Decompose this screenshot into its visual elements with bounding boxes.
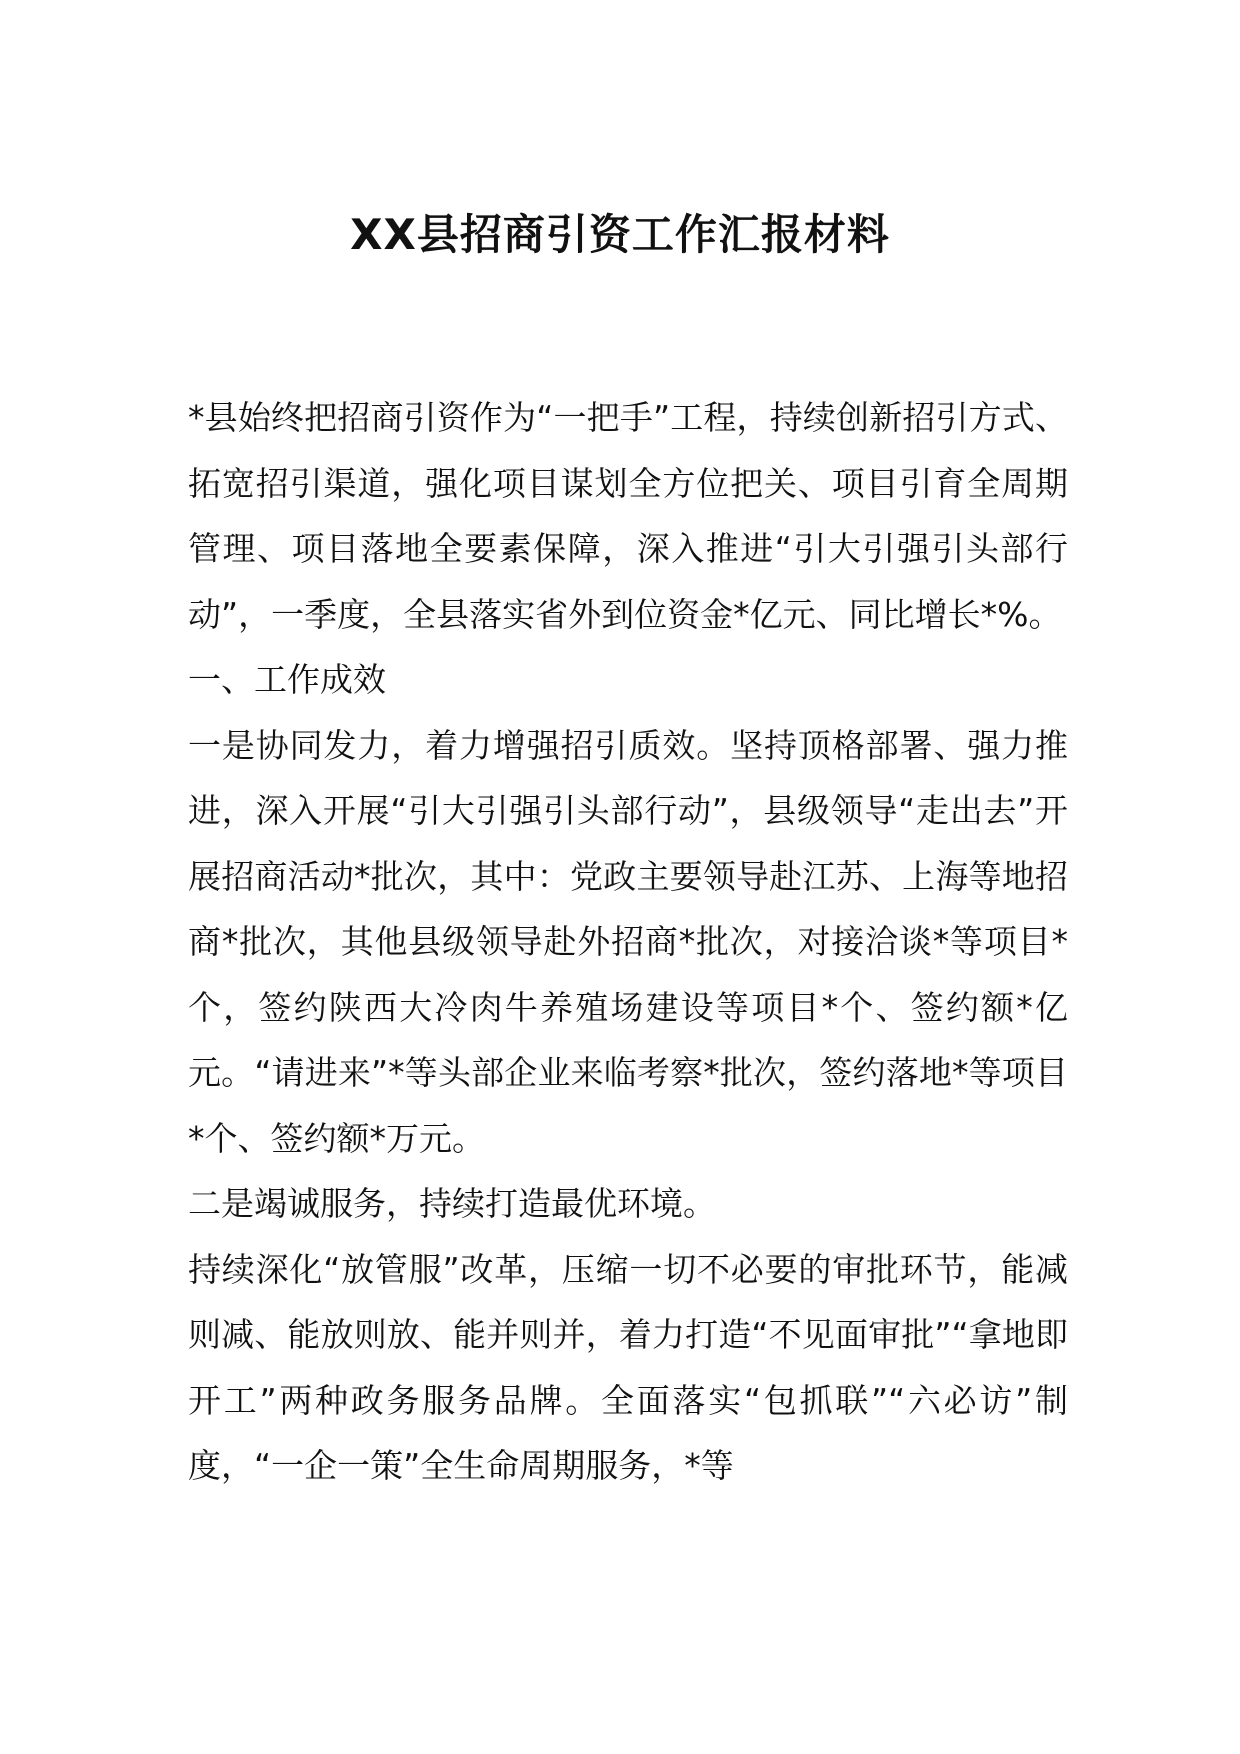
subheading-service: 二是竭诚服务，持续打造最优环境。 xyxy=(188,1184,716,1223)
paragraph-achievement-1: 一是协同发力，着力增强招引质效。坚持顶格部署、强力推进，深入开展“引大引强引头部行动”，县级领导“走出去”开展招商活动*批次，其中：党政主要领导赴江苏、上海等地招商*批次，其他县级领导赴外招商*批次，对接洽谈*等项目*个，签约陕西大冷肉牛养殖场建设等项目*个、签约额*亿元。“请进来”*等头部企业来临考察*批次，签约落地*等项目*个、签约额*万元。 xyxy=(188,725,1068,1158)
intro-paragraph: *县始终把招商引资作为“一把手”工程，持续创新招引方式、拓宽招引渠道，强化项目谋划全方位把关、项目引育全周期管理、项目落地全要素保障，深入推进“引大引强引头部行动”，一季度，全县落实省外到位资金*亿元、同比增长*%。 xyxy=(188,398,1068,634)
section-heading: 一、工作成效 xyxy=(188,660,386,699)
document-title: XX县招商引资工作汇报材料 xyxy=(350,210,890,259)
paragraph-service: 持续深化“放管服”改革，压缩一切不必要的审批环节，能减则减、能放则放、能并则并，着力打造“不见面审批”“拿地即开工”两种政务服务品牌。全面落实“包抓联”“六必访”制度，“一企一策”全生命周期服务，*等 xyxy=(188,1249,1068,1485)
document-body xyxy=(188,385,1068,1499)
